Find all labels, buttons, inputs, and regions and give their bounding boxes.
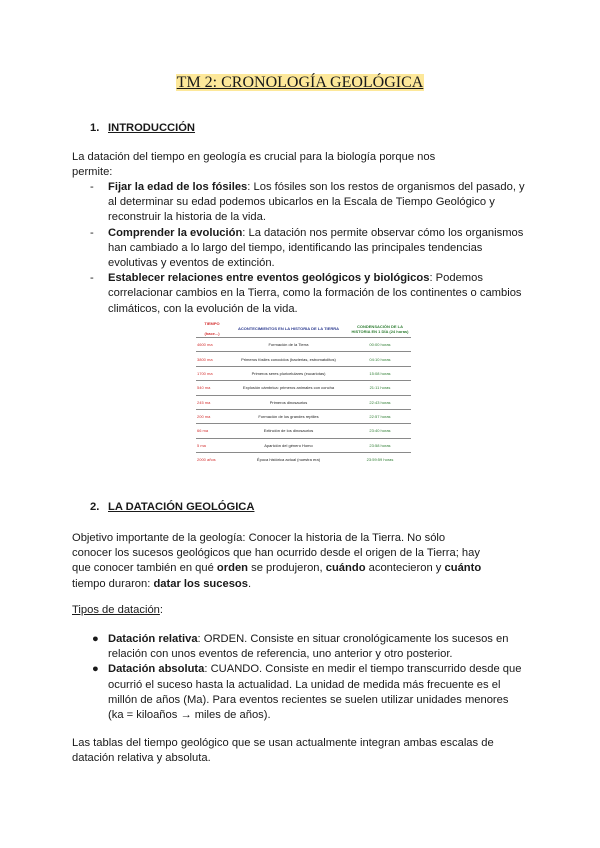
table-row bbox=[196, 409, 411, 423]
table-header: ACONTECIMIENTOS EN LA HISTORIA DE LA TIERRA bbox=[238, 326, 339, 331]
table-cell: 1700 ma bbox=[196, 366, 228, 380]
bullet-marker: ● bbox=[92, 633, 99, 645]
item-text: al determinar su edad podemos ubicarlos en la Escala de Tiempo Geológico y bbox=[108, 196, 495, 209]
table-row bbox=[196, 352, 411, 366]
paragraph-line: Las tablas del tiempo geológico que se usan actualmente integran ambas escalas de bbox=[72, 737, 494, 749]
text-run: se produjeron, bbox=[248, 562, 326, 575]
section-1-heading bbox=[90, 121, 195, 136]
dash-marker: - bbox=[90, 272, 94, 285]
table-row bbox=[196, 366, 411, 380]
table-cell: 3800 ma bbox=[196, 352, 228, 366]
bold-run: cuánto bbox=[444, 562, 482, 575]
section-1-number: 1. bbox=[90, 122, 100, 134]
types-label-line bbox=[72, 603, 532, 618]
item-text: correlacionar cambios en la Tierra, como la formación de los continentes o cambios bbox=[108, 287, 522, 300]
intro-paragraph bbox=[72, 150, 532, 180]
paragraph-line: datación relativa y absoluta. bbox=[72, 752, 211, 765]
table-cell: Primeros seres pluricelulares (eucariotas) bbox=[228, 366, 349, 380]
paragraph-line: Objetivo importante de la geología: Conocer la historia de la Tierra. No sólo bbox=[72, 532, 446, 544]
item-text: : Los fósiles son los restos de organismos del pasado, y bbox=[247, 181, 525, 193]
table-cell: 15:08 horas bbox=[349, 366, 411, 380]
table-cell: 245 ma bbox=[196, 395, 228, 409]
paragraph-line bbox=[72, 561, 532, 576]
table-row bbox=[196, 338, 411, 352]
item-text: (ka = kiloaños → miles de años). bbox=[108, 709, 271, 722]
item-text: evolutivas y eventos de extinción. bbox=[108, 257, 275, 270]
bold-run: datar los sucesos bbox=[153, 577, 248, 590]
intro-line-2: permite: bbox=[72, 166, 113, 179]
item-text: : ORDEN. Consiste en situar cronológicamente los sucesos en bbox=[197, 633, 509, 645]
table-subheader: (hace...) bbox=[204, 331, 220, 336]
bold-run: cuándo bbox=[325, 562, 366, 575]
types-list bbox=[90, 632, 530, 723]
table-cell: Explosión cámbrica: primeros animales con concha bbox=[228, 381, 349, 395]
table-row bbox=[196, 381, 411, 395]
paragraph-line: conocer los sucesos geológicos que han ocurrido desde el origen de la Tierra; hay bbox=[72, 547, 480, 560]
closing-paragraph bbox=[72, 736, 532, 766]
table-header-row bbox=[196, 320, 411, 338]
dash-marker: - bbox=[90, 181, 94, 193]
intro-list-item bbox=[90, 180, 530, 226]
intro-line-1: La datación del tiempo en geología es crucial para la biología porque nos bbox=[72, 151, 436, 163]
item-text: relación con unos eventos de referencia, uno anterior y otro posterior. bbox=[108, 648, 453, 661]
item-bold: Fijar la edad de los fósiles bbox=[108, 181, 248, 193]
table-cell: 66 ma bbox=[196, 424, 228, 438]
table-cell: 23:59:59 horas bbox=[349, 453, 411, 467]
item-text: reconstruir la historia de la vida. bbox=[108, 211, 266, 224]
table-cell: Primeros dinosaurios bbox=[228, 395, 349, 409]
page-title: TM 2: CRONOLOGÍA GEOLÓGICA bbox=[176, 74, 424, 91]
table-cell: 23:58 horas bbox=[349, 438, 411, 452]
text-run: tiempo duraron: bbox=[72, 577, 154, 590]
item-text: : La datación nos permite observar cómo los organismos bbox=[242, 226, 524, 239]
item-text: han cambiado a lo largo del tiempo, identificando las principales tendencias bbox=[108, 241, 483, 254]
intro-list-item bbox=[90, 226, 530, 272]
text-run: que conocer también en qué bbox=[72, 562, 217, 575]
table-row bbox=[196, 453, 411, 467]
table-cell: 00:00 horas bbox=[349, 338, 411, 352]
item-text: ocurrió el suceso hasta la actualidad. La unidad de medida más frecuente es el bbox=[108, 678, 501, 691]
intro-list bbox=[90, 180, 530, 317]
table-cell: Formación de los grandes reptiles bbox=[228, 409, 349, 423]
table-cell: Formación de la Tierra bbox=[228, 338, 349, 352]
text-run: acontecieron y bbox=[365, 562, 445, 575]
table-row bbox=[196, 395, 411, 409]
table-header: CONDENSACIÓN DE LA HISTORIA EN 1 DÍA (24 horas) bbox=[351, 323, 409, 334]
intro-list-item bbox=[90, 271, 530, 317]
section-1-title: INTRODUCCIÓN bbox=[108, 122, 196, 134]
table-cell: Aparición del género Homo bbox=[228, 438, 349, 452]
section-2-number: 2. bbox=[90, 501, 100, 513]
table-cell: 2000 años bbox=[196, 453, 228, 467]
table-cell: 21:11 horas bbox=[349, 381, 411, 395]
item-text: : CUANDO. Consiste en medir el tiempo transcurrido desde que bbox=[204, 663, 522, 676]
types-label: Tipos de datación bbox=[72, 604, 160, 616]
table-cell: 540 ma bbox=[196, 381, 228, 395]
table-cell: 04:10 horas bbox=[349, 352, 411, 366]
table-header bbox=[196, 320, 228, 338]
table-cell: 200 ma bbox=[196, 409, 228, 423]
dash-marker: - bbox=[90, 226, 94, 239]
item-bold: Datación relativa bbox=[108, 633, 198, 645]
text-run: . bbox=[247, 577, 252, 590]
objective-paragraph bbox=[72, 531, 532, 592]
table-cell: Extinción de los dinosaurios bbox=[228, 424, 349, 438]
paragraph-line bbox=[72, 577, 532, 592]
item-text: : Podemos bbox=[429, 272, 483, 285]
section-2-title: LA DATACIÓN GEOLÓGICA bbox=[108, 501, 255, 513]
table-row bbox=[196, 438, 411, 452]
page-title-wrapper bbox=[0, 73, 600, 93]
item-bold: Comprender la evolución bbox=[108, 226, 243, 239]
table-cell: 22:57 horas bbox=[349, 409, 411, 423]
types-list-item bbox=[90, 632, 530, 662]
item-bold: Establecer relaciones entre eventos geológicos y biológicos bbox=[108, 272, 430, 285]
bold-run: orden bbox=[216, 562, 248, 575]
table-header-time: TIEMPO bbox=[204, 321, 220, 326]
table-cell: 23:40 horas bbox=[349, 424, 411, 438]
table-cell: 22:43 horas bbox=[349, 395, 411, 409]
section-2-heading bbox=[90, 500, 254, 515]
types-list-item bbox=[90, 662, 530, 723]
table-cell: Época histórica actual (nuestra era) bbox=[228, 453, 349, 467]
types-colon: : bbox=[159, 604, 164, 616]
bullet-marker: ● bbox=[92, 663, 99, 676]
item-text: millón de años (Ma). Para eventos recientes se suelen utilizar unidades menores bbox=[108, 693, 509, 706]
table-cell: 5 ma bbox=[196, 438, 228, 452]
geologic-time-table bbox=[196, 320, 411, 466]
table-cell: Primeros fósiles conocidos (bacterias, estromatolitos) bbox=[228, 352, 349, 366]
table-cell: 4600 ma bbox=[196, 338, 228, 352]
item-bold: Datación absoluta bbox=[108, 663, 205, 676]
item-text: climáticos, con la evolución de la vida. bbox=[108, 302, 298, 315]
table-row bbox=[196, 424, 411, 438]
